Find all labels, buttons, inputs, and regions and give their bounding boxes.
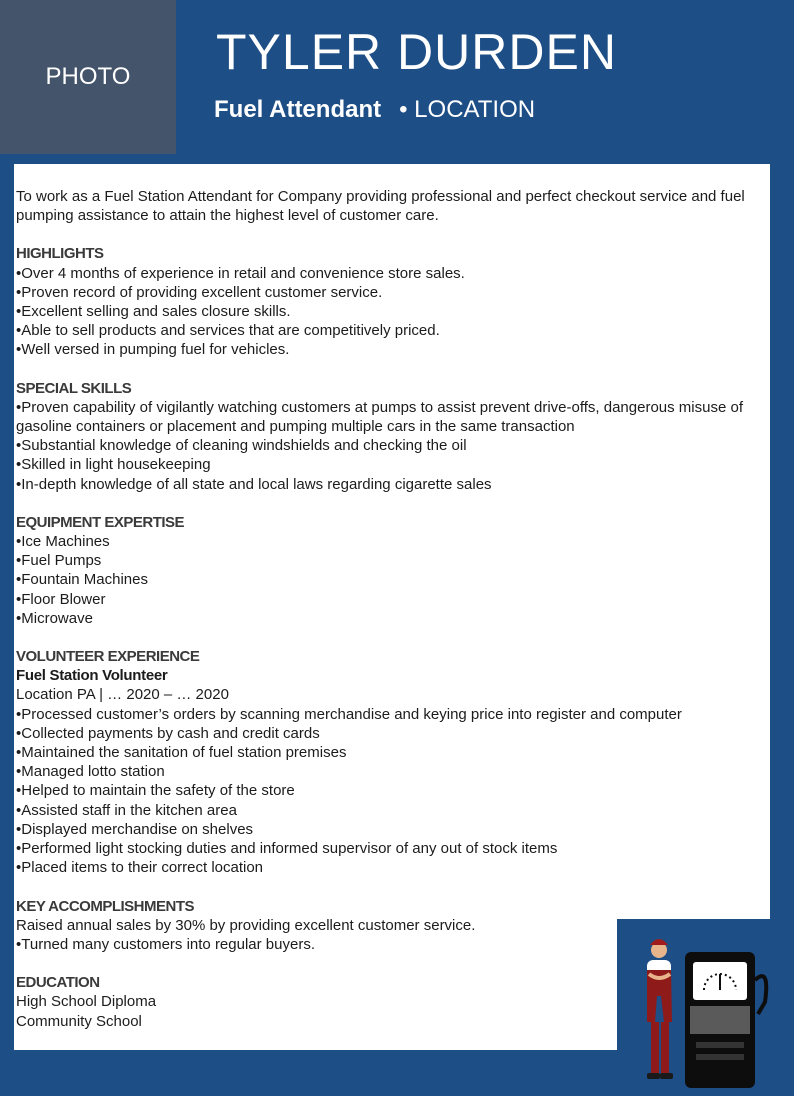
list-item: •Ice Machines	[16, 533, 110, 551]
fuel-attendant-with-pump-icon	[630, 930, 780, 1090]
list-item: •Processed customer’s orders by scanning merchandise and keying price into register and computer	[16, 705, 682, 723]
list-item: •In-depth knowledge of all state and local laws regarding cigarette sales	[16, 475, 492, 493]
photo-placeholder	[0, 0, 176, 154]
list-item: •Fuel Pumps	[16, 552, 102, 570]
list-item: •Maintained the sanitation of fuel station premises	[16, 744, 347, 762]
list-item: •Turned many customers into regular buyers.	[16, 935, 315, 953]
resume-text	[16, 187, 764, 1031]
list-item: •Collected payments by cash and credit cards	[16, 724, 320, 742]
list-item: •Over 4 months of experience in retail and convenience store sales.	[16, 264, 465, 282]
list-item: •Assisted staff in the kitchen area	[16, 801, 237, 819]
section-heading-equipment: EQUIPMENT EXPERTISE	[16, 513, 185, 531]
objective: To work as a Fuel Station Attendant for Company providing professional and perfect checkout service and fuel pumping assistance to attain the highest level of customer care.	[16, 188, 745, 225]
list-item: •Floor Blower	[16, 590, 106, 608]
section-heading-education: EDUCATION	[16, 974, 100, 992]
candidate-name: TYLER DURDEN	[216, 24, 617, 80]
list-item: •Performed light stocking duties and informed supervisor of any out of stock items	[16, 840, 558, 858]
job-title: Fuel Attendant	[214, 96, 382, 123]
location: • LOCATION	[399, 96, 536, 123]
list-item: •Helped to maintain the safety of the store	[16, 782, 295, 800]
list-item: •Fountain Machines	[16, 571, 148, 589]
header-subtitle	[214, 94, 535, 126]
list-item: •Able to sell products and services that are competitively priced.	[16, 322, 440, 340]
list-item: •Displayed merchandise on shelves	[16, 820, 254, 838]
list-item: •Placed items to their correct location	[16, 859, 264, 877]
list-item: •Microwave	[16, 609, 93, 627]
list-item: High School Diploma	[16, 993, 157, 1011]
list-item: •Well versed in pumping fuel for vehicles.	[16, 341, 290, 359]
list-item: Community School	[16, 1012, 142, 1030]
volunteer-role: Fuel Station Volunteer	[16, 667, 168, 685]
section-heading-accomplishments: KEY ACCOMPLISHMENTS	[16, 897, 195, 915]
photo-label: PHOTO	[45, 63, 131, 90]
section-heading-highlights: HIGHLIGHTS	[16, 245, 104, 263]
list-item: •Skilled in light housekeeping	[16, 456, 211, 474]
list-item: •Excellent selling and sales closure skills.	[16, 303, 291, 321]
list-item: •Managed lotto station	[16, 763, 165, 781]
section-heading-volunteer: VOLUNTEER EXPERIENCE	[16, 648, 200, 666]
list-item: •Proven record of providing excellent customer service.	[16, 283, 383, 301]
list-item: Raised annual sales by 30% by providing excellent customer service.	[16, 916, 476, 934]
list-item: •Proven capability of vigilantly watching customers at pumps to assist prevent drive-offs, dangerous misuse of gasoline containers or placement and pumping multiple cars in the same transaction	[16, 398, 743, 436]
list-item: •Substantial knowledge of cleaning windshields and checking the oil	[16, 437, 467, 455]
section-heading-special-skills: SPECIAL SKILLS	[16, 379, 132, 397]
volunteer-meta: Location PA | … 2020 – … 2020	[16, 686, 229, 704]
